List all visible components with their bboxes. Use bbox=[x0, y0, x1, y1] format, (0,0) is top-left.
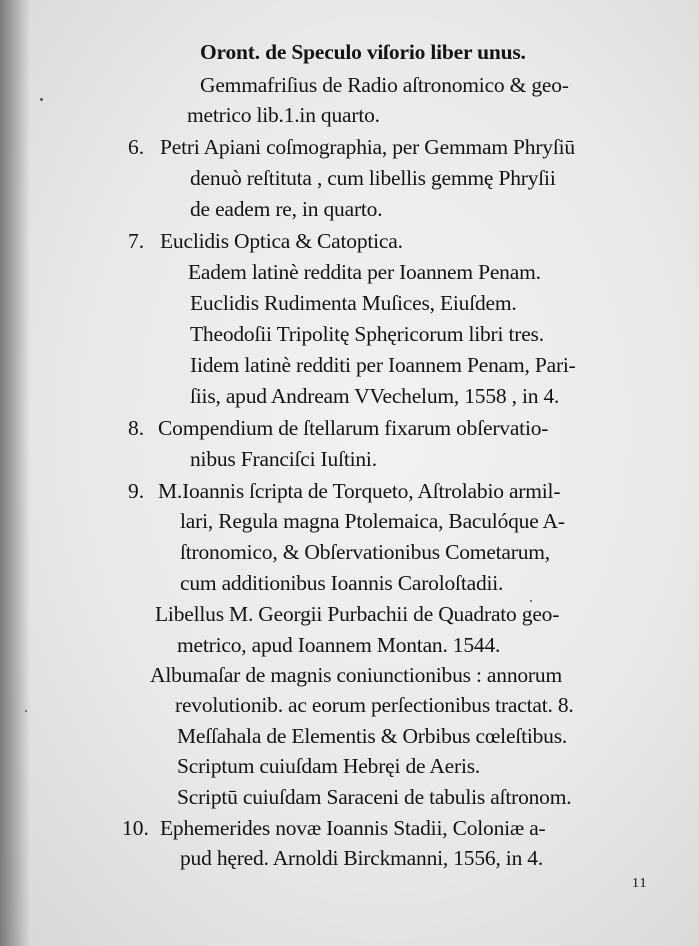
text-line: pud hęred. Arnoldi Birckmanni, 1556, in 4. bbox=[180, 846, 544, 870]
text-line: metrico lib.1.in quarto. bbox=[187, 103, 380, 127]
entry-number: 9. bbox=[128, 479, 145, 503]
text-line: Petri Apiani coſmographia, per Gemmam Phryſiū bbox=[160, 135, 575, 159]
text-line: Iidem latinè redditi per Ioannem Penam, Pari- bbox=[190, 353, 576, 377]
text-line: ſtronomico, & Obſervationibus Cometarum, bbox=[180, 540, 550, 564]
text-line: revolutionib. ac eorum perſectionibus tractat. 8. bbox=[175, 693, 574, 717]
ink-speck bbox=[25, 710, 27, 712]
text-line: metrico, apud Ioannem Montan. 1544. bbox=[177, 633, 501, 657]
text-line: Libellus M. Georgii Purbachii de Quadrato geo- bbox=[155, 602, 560, 626]
entry-number: 7. bbox=[128, 229, 145, 253]
text-line: Gemmafriſius de Radio aſtronomico & geo- bbox=[200, 73, 569, 97]
text-line: nibus Franciſci Iuſtini. bbox=[190, 447, 377, 471]
text-line: ſiis, apud Andream VVechelum, 1558 , in 4. bbox=[190, 384, 560, 408]
text-line: Oront. de Speculo viſorio liber unus. bbox=[200, 40, 526, 64]
text-line: Scriptū cuiuſdam Saraceni de tabulis aſtronom. bbox=[177, 785, 572, 809]
text-line: Scriptum cuiuſdam Hebręi de Aeris. bbox=[177, 754, 481, 778]
text-line: denuò reſtituta , cum libellis gemmę Phryſii bbox=[190, 166, 556, 190]
text-line: Euclidis Rudimenta Muſices, Eiuſdem. bbox=[190, 291, 517, 315]
entry-number: 6. bbox=[128, 135, 145, 159]
text-line: Eadem latinè reddita per Ioannem Penam. bbox=[188, 260, 541, 284]
ink-speck bbox=[40, 98, 43, 101]
entry-number: 8. bbox=[128, 416, 145, 440]
text-line: Meſſahala de Elementis & Orbibus cœleſtibus. bbox=[177, 724, 568, 748]
text-line: Euclidis Optica & Catoptica. bbox=[160, 229, 403, 253]
entry-number: 10. bbox=[122, 816, 149, 840]
text-line: de eadem re, in quarto. bbox=[190, 197, 383, 221]
text-line: cum additionibus Ioannis Caroloſtadii. bbox=[180, 571, 504, 595]
text-line: M.Ioannis ſcripta de Torqueto, Aſtrolabio armil- bbox=[158, 479, 561, 503]
text-line: Albumaſar de magnis coniunctionibus : annorum bbox=[150, 663, 562, 687]
page-number: 11 bbox=[632, 876, 648, 891]
text-line: Compendium de ſtellarum fixarum obſervatio- bbox=[158, 416, 549, 440]
text-line: Ephemerides novæ Ioannis Stadii, Coloniæ a- bbox=[160, 816, 546, 840]
text-line: Theodoſii Tripolitę Sphęricorum libri tres. bbox=[190, 322, 544, 346]
page-edge-shadow bbox=[0, 0, 30, 946]
text-line: lari, Regula magna Ptolemaica, Baculóque A- bbox=[180, 509, 565, 533]
